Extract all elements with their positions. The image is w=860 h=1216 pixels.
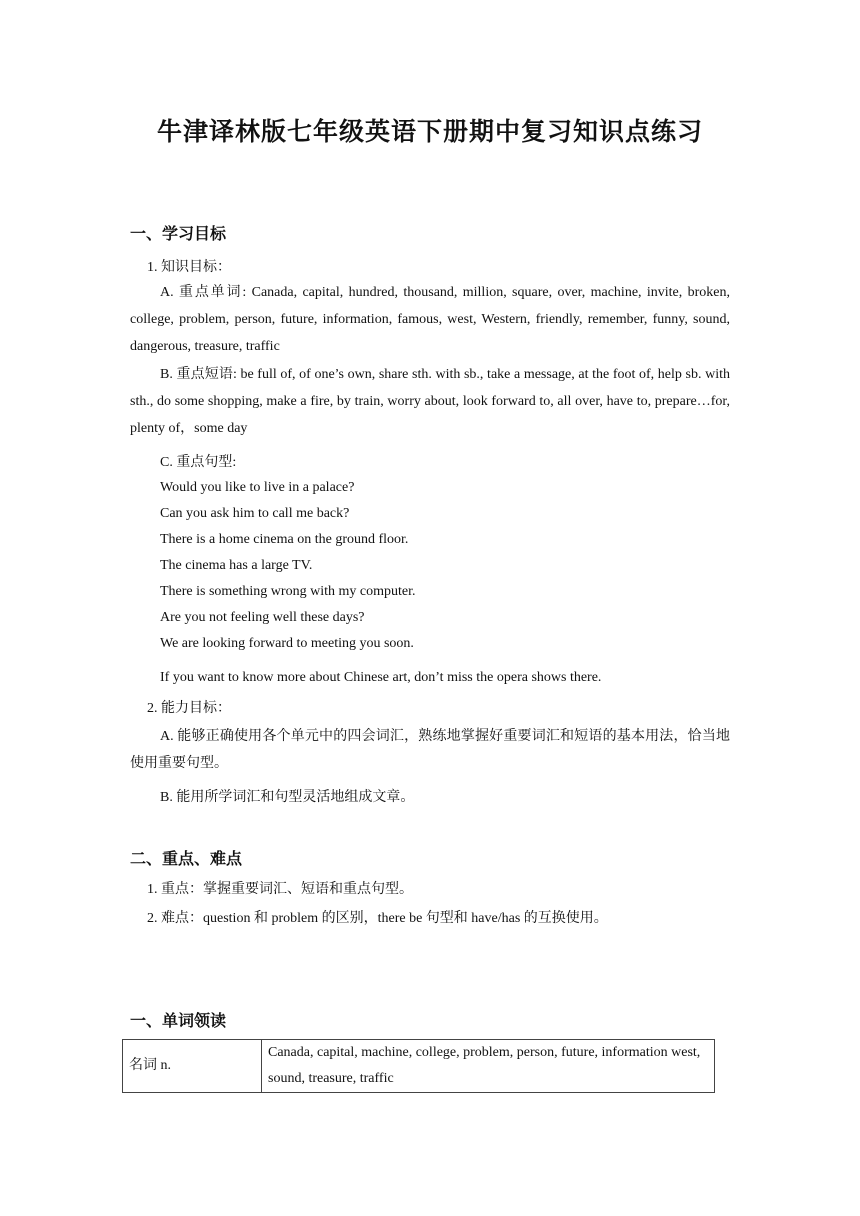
sentence-item: If you want to know more about Chinese art, don’t miss the opera shows there.: [160, 670, 602, 685]
word-table: [122, 1039, 715, 1093]
sentence-item: Are you not feeling well these days?: [160, 610, 365, 625]
section-heading-word-reading: 一、单词领读: [130, 1011, 227, 1030]
section-heading-goals: 一、学习目标: [130, 224, 227, 243]
word-category-cell: 名词 n.: [123, 1040, 262, 1093]
difficulty-item: 2. 难点：question 和 problem 的区别，there be 句型和 have/has 的互换使用。: [147, 911, 608, 926]
key-sentences-label: C. 重点句型:: [160, 455, 237, 470]
ability-b-text: B. 能用所学词汇和句型灵活地组成文章。: [160, 790, 415, 805]
ability-goals-label: 2. 能力目标：: [147, 701, 231, 716]
key-words-label: A. 重点单词:: [160, 285, 247, 300]
sentence-item: There is something wrong with my computer.: [160, 584, 416, 599]
sentence-item: Can you ask him to call me back?: [160, 506, 350, 521]
knowledge-goals-label: 1. 知识目标：: [147, 260, 231, 275]
key-phrases-label: B. 重点短语:: [160, 367, 237, 382]
ability-a-paragraph: [130, 723, 730, 777]
word-list-cell: Canada, capital, machine, college, problem, person, future, information west, sound, treasure, traffic: [262, 1040, 715, 1093]
sentence-item: We are looking forward to meeting you soon.: [160, 636, 414, 651]
section-heading-key-points: 二、重点、难点: [130, 849, 243, 868]
sentence-item: The cinema has a large TV.: [160, 558, 313, 573]
key-words-paragraph: [130, 279, 730, 360]
page-title: 牛津译林版七年级英语下册期中复习知识点练习: [156, 117, 703, 146]
ability-a-text: A. 能够正确使用各个单元中的四会词汇，熟练地掌握好重要词汇和短语的基本用法，恰当地使用重要句型。: [130, 729, 730, 771]
table-row: [123, 1040, 715, 1093]
key-words-text: Canada, capital, hundred, thousand, million, square, over, machine, invite, broken, college, problem, person, future, information, famous, west, Western, friendly, remember, funny, sound, dangerous, treasure, traffic: [130, 285, 731, 354]
key-phrases-paragraph: [130, 361, 730, 442]
key-point-item: 1. 重点：掌握重要词汇、短语和重点句型。: [147, 882, 413, 897]
key-phrases-text: be full of, of one’s own, share sth. with sb., take a message, at the foot of, help sb. with sth., do some shopping, make a fire, by train, worry about, look forward to, all over, have to, prepare…for, plenty of，some day: [130, 367, 730, 436]
sentence-item: Would you like to live in a palace?: [160, 480, 355, 495]
sentence-item: There is a home cinema on the ground floor.: [160, 532, 409, 547]
